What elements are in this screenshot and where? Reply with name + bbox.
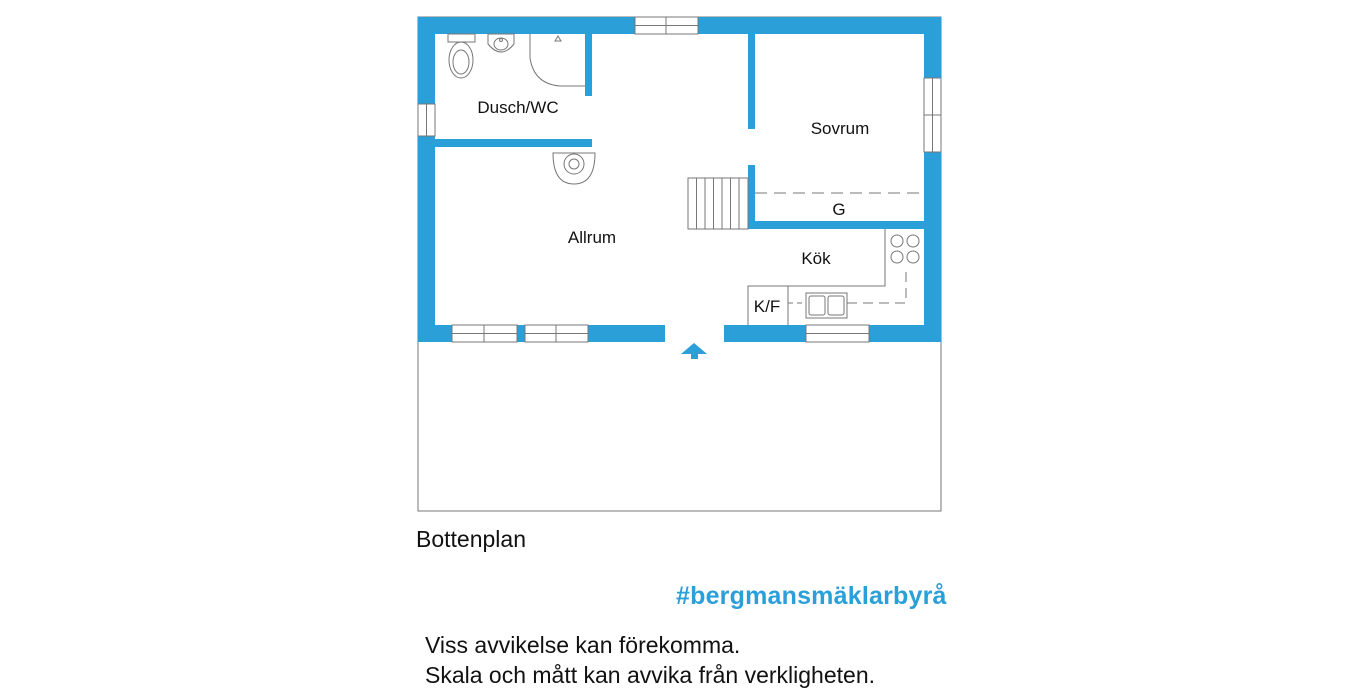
room-label-bedroom: Sovrum [810, 119, 870, 138]
staircase [688, 178, 748, 229]
bathroom-fixtures [448, 34, 585, 86]
room-label-storage: G [832, 200, 846, 219]
plan-caption: Bottenplan [416, 526, 526, 552]
brand-text: #bergmansmäklarbyrå [676, 582, 947, 610]
disclaimer [425, 630, 875, 690]
room-label-fridge: K/F [753, 297, 781, 316]
stove-icon [553, 153, 595, 184]
plot-outline [418, 17, 941, 511]
window-bottom-2 [525, 325, 588, 342]
window-left [418, 104, 435, 136]
room-label-kitchen: Kök [801, 249, 831, 268]
exterior-walls [418, 17, 941, 342]
shower-icon [530, 34, 585, 86]
toilet-icon [448, 34, 475, 78]
window-bottom-1 [452, 325, 517, 342]
disclaimer-line-2: Skala och mått kan avvika från verkligheten. [425, 662, 876, 688]
brand-hashtag [676, 582, 947, 611]
window-bottom-3 [806, 325, 869, 342]
hob-icon [891, 235, 919, 263]
kitchen-sink-icon [806, 293, 847, 318]
room-label-living: Allrum [567, 228, 617, 247]
room-label-bath: Dusch/WC [477, 98, 559, 117]
windows [418, 17, 941, 342]
disclaimer-line-1: Viss avvikelse kan förekomma. [425, 632, 741, 658]
sink-icon [488, 34, 514, 52]
window-right [924, 78, 941, 152]
window-top [635, 17, 698, 34]
entrance-arrow-icon [681, 343, 707, 359]
